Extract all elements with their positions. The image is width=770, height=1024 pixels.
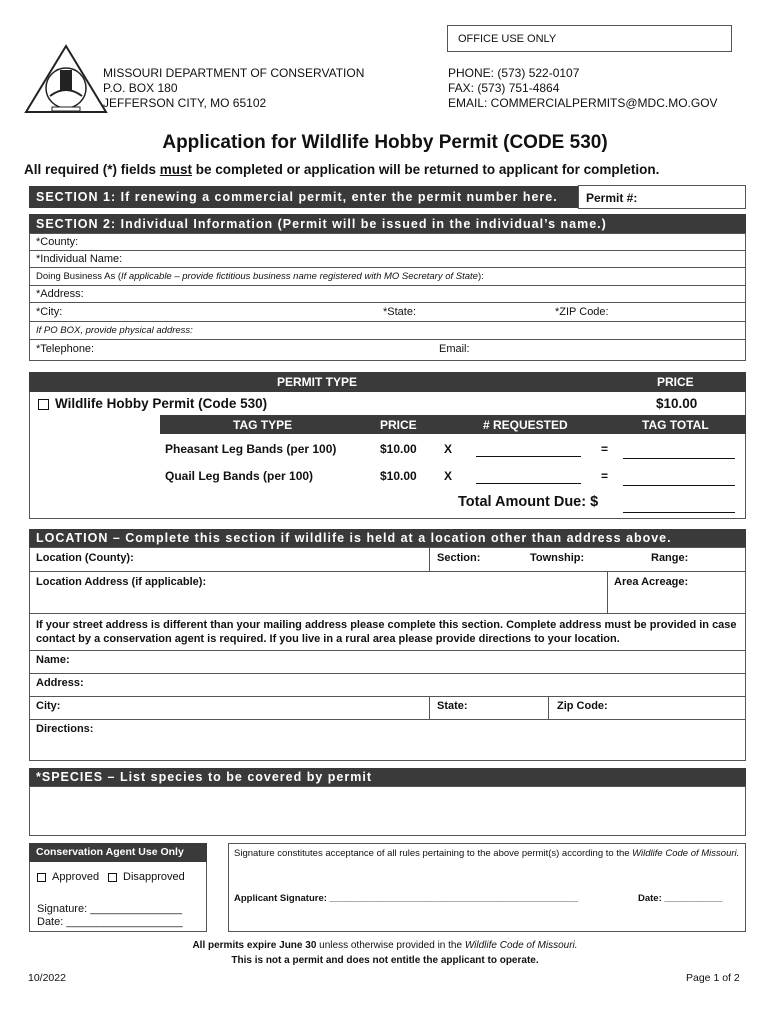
pheasant-total-input[interactable] (623, 445, 735, 459)
zip-field[interactable]: *ZIP Code: (555, 306, 609, 318)
location-note: If your street address is different than your mailing address please complete this section. Complete address must be provided in case contact by a conservation agent is required. If you live in a rural area please provide directions to your location. (36, 619, 737, 645)
location-address-field[interactable]: Location Address (if applicable): (36, 576, 207, 588)
office-use-label: OFFICE USE ONLY (458, 33, 557, 45)
office-use-box (447, 25, 732, 52)
section2-box (29, 233, 746, 361)
wildlife-hobby-permit-option[interactable] (38, 396, 267, 411)
email-field[interactable]: Email: (439, 343, 470, 355)
page-title: Application for Wildlife Hobby Permit (CODE 530) (162, 132, 608, 153)
disapproved-option[interactable] (108, 871, 185, 883)
location-city-field[interactable]: City: (36, 700, 61, 712)
quail-total-input[interactable] (623, 472, 735, 486)
permit-header-bar (29, 372, 746, 392)
agency-email: EMAIL: COMMERCIALPERMITS@MDC.MO.GOV (448, 96, 718, 110)
permit-number-field[interactable] (578, 185, 746, 209)
county-field[interactable]: *County: (36, 236, 79, 248)
pobox-note[interactable]: If PO BOX, provide physical address: (36, 325, 193, 336)
directions-field[interactable]: Directions: (36, 723, 94, 735)
permit-number-label: Permit #: (586, 191, 638, 205)
section2-bar: SECTION 2: Individual Information (Permit will be issued in the individual’s name.) (29, 214, 746, 233)
revision-date: 10/2022 (28, 972, 66, 984)
permit-name: Wildlife Hobby Permit (Code 530) (55, 396, 268, 411)
location-state-field[interactable]: State: (437, 700, 468, 712)
dba-end: ): (477, 271, 484, 282)
expire-rest: unless otherwise provided in the (316, 940, 465, 951)
approved-option[interactable] (37, 871, 99, 883)
tag-price: $10.00 (380, 442, 417, 456)
location-address2-field[interactable]: Address: (36, 677, 84, 689)
dba-field[interactable] (36, 271, 484, 282)
species-bar: *SPECIES – List species to be covered by permit (29, 768, 746, 786)
required-note-pre: All required (*) fields (24, 162, 160, 177)
equals-sign: = (601, 442, 609, 456)
pheasant-requested-input[interactable] (476, 443, 581, 457)
applicant-date-field[interactable]: Date: ___________ (638, 893, 723, 904)
location-bar: LOCATION – Complete this section if wildlife is held at a location other than address above. (29, 529, 746, 547)
agent-use-bar: Conservation Agent Use Only (29, 843, 207, 862)
signature-note-text: Signature constitutes acceptance of all rules pertaining to the above permit(s) according to the (234, 848, 633, 859)
location-zip-field[interactable]: Zip Code: (557, 700, 608, 712)
disapproved-label: Disapproved (123, 871, 185, 883)
signature-note (234, 848, 739, 859)
agent-date-field[interactable]: Date: ___________________ (37, 916, 183, 928)
required-note-post: be completed or application will be returned to applicant for completion. (192, 162, 660, 177)
permit-type-header: PERMIT TYPE (277, 375, 358, 389)
agency-fax: FAX: (573) 751-4864 (448, 81, 560, 95)
agent-signature-field[interactable]: Signature: _______________ (37, 903, 182, 915)
permit-checkbox[interactable] (38, 399, 49, 410)
disapproved-checkbox[interactable] (108, 873, 117, 882)
location-section-field[interactable]: Section: (437, 552, 481, 564)
location-township-field[interactable]: Township: (530, 552, 585, 564)
page-number: Page 1 of 2 (686, 972, 740, 984)
agency-phone: PHONE: (573) 522-0107 (448, 66, 580, 80)
not-a-permit-note: This is not a permit and does not entitle the applicant to operate. (231, 955, 539, 966)
expiration-note (0, 940, 770, 951)
quail-requested-input[interactable] (476, 470, 581, 484)
required-note-must: must (159, 162, 193, 177)
agency-name: MISSOURI DEPARTMENT OF CONSERVATION (103, 66, 365, 80)
times-sign: X (444, 442, 453, 456)
city-field[interactable]: *City: (36, 306, 63, 318)
expire-em: Wildlife Code of Missouri. (464, 940, 578, 951)
approved-checkbox[interactable] (37, 873, 46, 882)
section1-bar: SECTION 1: If renewing a commercial permit, enter the permit number here. (29, 186, 578, 208)
tag-price-header: PRICE (380, 418, 417, 432)
species-input[interactable] (29, 786, 746, 836)
agency-pobox: P.O. BOX 180 (103, 81, 178, 95)
address-field[interactable]: *Address: (36, 288, 84, 300)
location-range-field[interactable]: Range: (651, 552, 689, 564)
mdc-seal-logo (24, 44, 108, 116)
tag-price: $10.00 (380, 469, 417, 483)
equals-sign: = (601, 469, 609, 483)
expire-bold: All permits expire June 30 (192, 940, 317, 951)
permit-price: $10.00 (656, 396, 698, 411)
state-field[interactable]: *State: (383, 306, 417, 318)
signature-note-em: Wildlife Code of Missouri. (632, 848, 740, 859)
individual-name-field[interactable]: *Individual Name: (36, 253, 123, 265)
price-header: PRICE (657, 375, 694, 389)
location-name-field[interactable]: Name: (36, 654, 70, 666)
tag-name: Quail Leg Bands (per 100) (165, 469, 314, 483)
agency-contact (448, 66, 718, 111)
dba-note: If applicable – provide fictitious business name registered with MO Secretary of State (121, 271, 478, 282)
approved-label: Approved (52, 871, 100, 883)
dba-label: Doing Business As ( (36, 271, 122, 282)
total-amount-label: Total Amount Due: $ (458, 494, 599, 510)
tag-name: Pheasant Leg Bands (per 100) (165, 442, 337, 456)
agency-city: JEFFERSON CITY, MO 65102 (103, 96, 267, 110)
area-acreage-field[interactable]: Area Acreage: (614, 576, 689, 588)
location-county-field[interactable]: Location (County): (36, 552, 134, 564)
total-amount-input[interactable] (623, 498, 735, 513)
required-note (24, 162, 659, 177)
tag-total-header: TAG TOTAL (642, 418, 709, 432)
agency-address (103, 66, 364, 111)
times-sign: X (444, 469, 453, 483)
applicant-signature-field[interactable]: Applicant Signature: _______________________________________________ (234, 893, 578, 904)
requested-header: # REQUESTED (483, 418, 568, 432)
tag-type-header: TAG TYPE (233, 418, 293, 432)
telephone-field[interactable]: *Telephone: (36, 343, 95, 355)
